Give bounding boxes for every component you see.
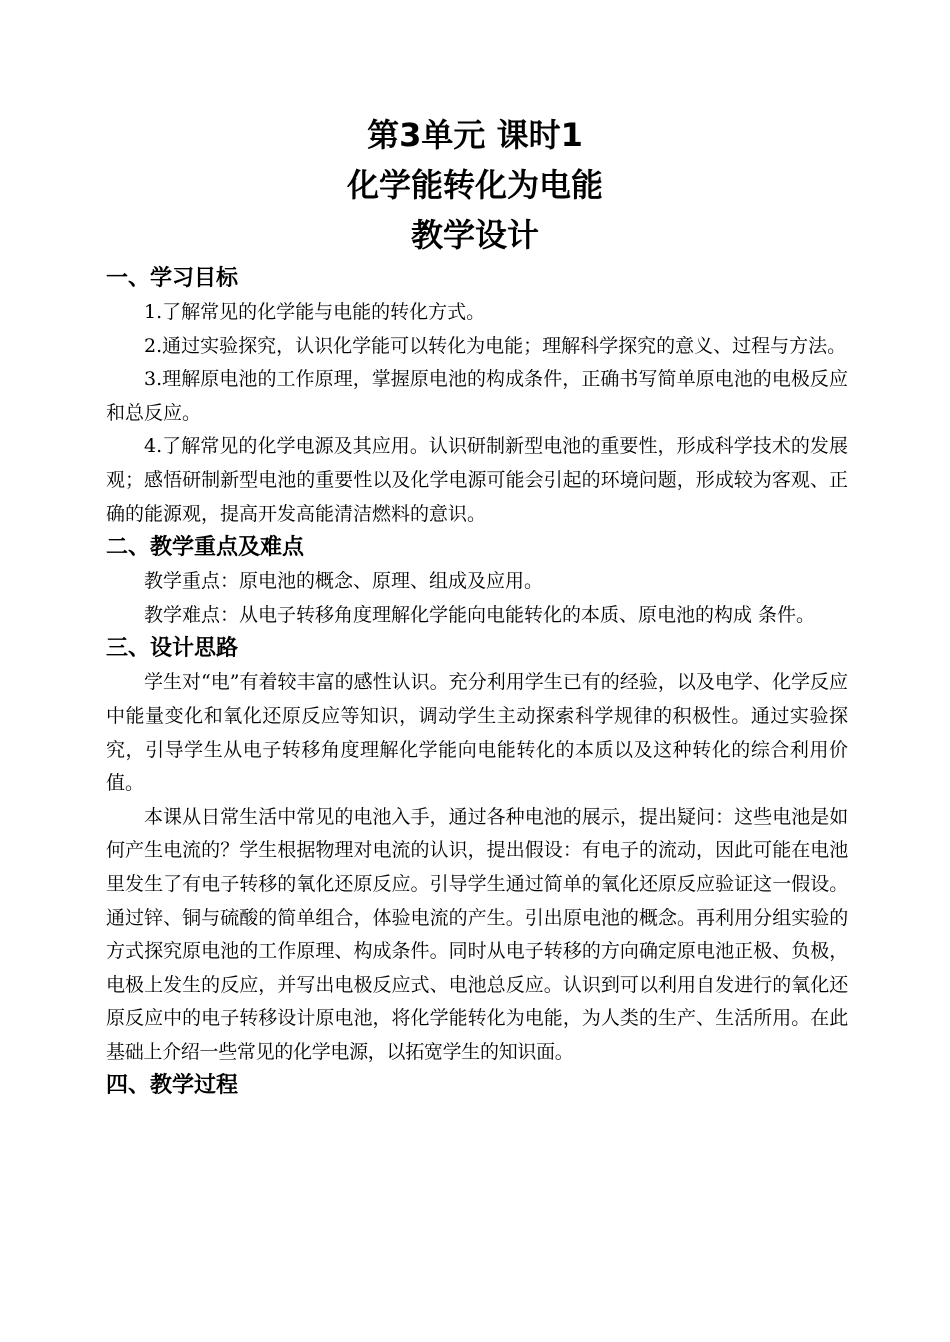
section-key-points [106, 531, 848, 632]
section-heading: 一、学习目标 [106, 266, 239, 291]
difficulty-paragraph: 教学难点：从电子转移角度理解化学能向电能转化的本质、原电池的构成 条件。 [144, 603, 816, 626]
title-block [0, 110, 950, 260]
rationale-paragraph: 学生对“电”有着较丰富的感性认识。充分利用学生已有的经验，以及电学、化学反应中能量变化和氧化还原反应等知识，调动学生主动探索科学规律的积极性。通过实验探究，引导学生从电子转移角度理解化学能向电能转化的本质以及这种转化的综合利用价值。 [106, 671, 848, 795]
section-heading: 二、教学重点及难点 [106, 535, 305, 561]
key-point-paragraph: 教学重点：原电池的概念、原理、组成及应用。 [144, 570, 544, 593]
objective-paragraph: 3.理解原电池的工作原理，掌握原电池的构成条件，正确书写简单原电池的电极反应和总反应。 [106, 368, 848, 424]
section-heading: 三、设计思路 [106, 636, 239, 662]
rationale-paragraph: 本课从日常生活中常见的电池入手，通过各种电池的展示，提出疑问：这些电池是如何产生电流的？学生根据物理对电流的认识，提出假设：有电子的流动，因此可能在电池里发生了有电子转移的氧化还原反应。引导学生通过简单的氧化还原反应验证这一假设。通过锌、铜与硫酸的简单组合，体验电流的产生。引出原电池的概念。再利用分组实验的方式探究原电池的工作原理、构成条件。同时从电子转移的方向确定原电池正极、负极，电极上发生的反应，并写出电极反应式、电池总反应。认识到可以利用自发进行的氧化还原反应中的电子转移设计原电池，将化学能转化为电能，为人类的生产、生活所用。在此基础上介绍一些常见的化学电源，以拓宽学生的知识面。 [106, 805, 848, 1063]
document-main-title: 化学能转化为电能 [346, 166, 603, 204]
section-teaching-process [106, 1069, 848, 1103]
section-design-rationale [106, 632, 848, 1069]
document-subtitle: 教学设计 [410, 216, 539, 254]
section-learning-objectives [106, 262, 848, 531]
objective-paragraph: 1.了解常见的化学能与电能的转化方式。 [144, 301, 486, 323]
document-body [106, 262, 848, 1103]
objective-paragraph: 2.通过实验探究，认识化学能可以转化为电能；理解科学探究的意义、过程与方法。 [144, 334, 847, 357]
objective-paragraph: 4.了解常见的化学电源及其应用。认识研制新型电池的重要性，形成科学技术的发展观；感悟研制新型电池的重要性以及化学电源可能会引起的环境问题，形成较为客观、正确的能源观，提高开发高能清洁燃料的意识。 [106, 435, 848, 525]
section-heading: 四、教学过程 [106, 1073, 239, 1099]
document-unit-title: 第3单元 课时1 [367, 116, 583, 154]
